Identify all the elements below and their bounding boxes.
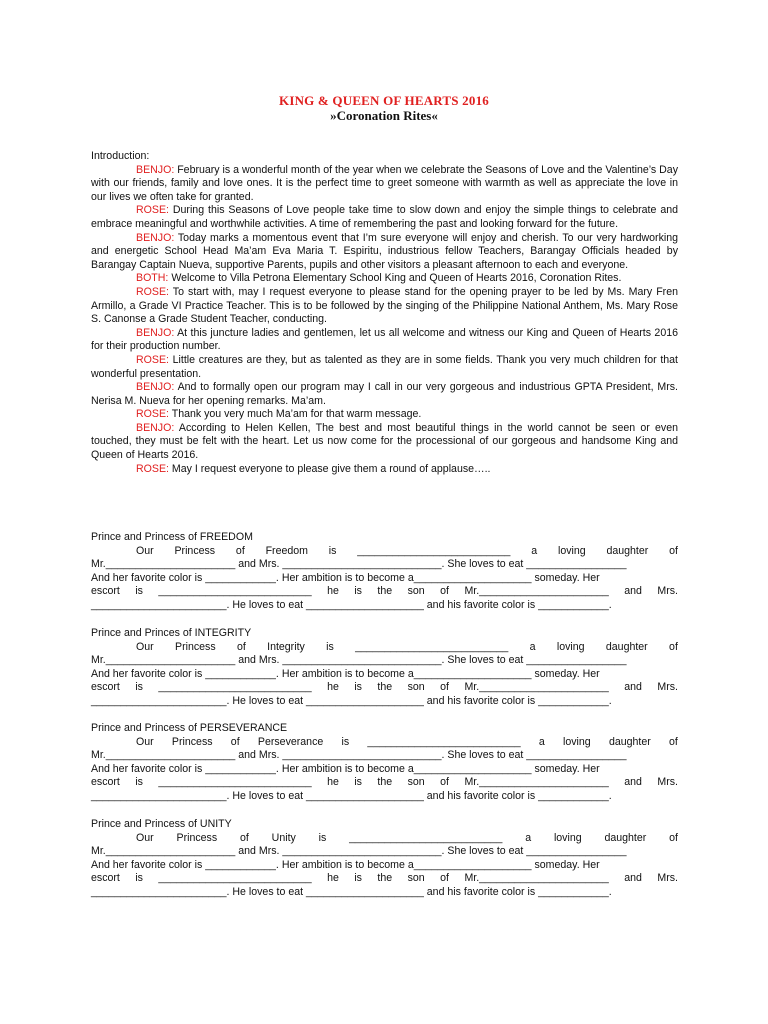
section-line xyxy=(91,845,678,859)
line-word: is xyxy=(354,681,362,694)
document-subtitle: »Coronation Rites« xyxy=(330,108,438,123)
line-word: daughter xyxy=(605,640,648,653)
line-word: of xyxy=(230,735,240,748)
dialogue-paragraph xyxy=(91,204,678,231)
line-word: Mr.______________________ and Mrs. ___________________________. She loves to eat _________________ xyxy=(91,845,627,858)
line-word: of xyxy=(669,735,678,748)
section-line xyxy=(91,558,678,572)
section-line xyxy=(91,654,678,668)
speaker-label: BENJO: xyxy=(136,326,175,339)
contestant-section xyxy=(91,627,678,709)
line-word: is xyxy=(318,831,327,844)
section-line xyxy=(91,681,678,695)
line-word: loving xyxy=(557,544,586,557)
line-word: a xyxy=(538,735,545,748)
line-word: is xyxy=(328,544,337,557)
line-word: daughter xyxy=(604,831,647,844)
dialogue-paragraph xyxy=(91,354,678,381)
line-word: And her favorite color is ____________. Her ambition is to become a____________________ someday. Her xyxy=(91,762,600,775)
line-word: _______________________. He loves to eat ____________________ and his favorite color is ____________. xyxy=(91,694,612,707)
line-word: the xyxy=(377,585,393,598)
line-word: escort xyxy=(91,776,120,789)
line-word: Princess xyxy=(171,735,213,748)
line-word: _______________________. He loves to eat ____________________ and his favorite color is ____________. xyxy=(91,789,612,802)
section-heading: Prince and Princess of UNITY xyxy=(91,818,232,830)
line-word: _______________________. He loves to eat ____________________ and his favorite color is ____________. xyxy=(91,598,612,611)
line-word: son xyxy=(407,585,425,598)
line-word: son xyxy=(407,681,425,694)
dialogue-paragraph xyxy=(91,463,678,477)
line-word: And her favorite color is ____________. Her ambition is to become a____________________ someday. Her xyxy=(91,858,600,871)
line-word: he xyxy=(327,681,339,694)
section-line xyxy=(91,763,678,777)
dialogue-paragraph xyxy=(91,164,678,205)
dialogue-text: Today marks a momentous event that I’m sure everyone will enjoy and cherish. To our very hardworking and energetic School Head Ma’am Eva Maria T. Espiritu, industrious fellow Teachers, Barangay Officials headed by Barangay Captain Nueva, supportive Parents, pupils and other visitors a pleasant afternoon to each and everyone. xyxy=(91,231,678,271)
dialogue-paragraph xyxy=(91,422,678,463)
dialogue-text: And to formally open our program may I call in our very gorgeous and industrious GPTA President, Mrs. Nerisa M. Nueva for her opening remarks. Ma’am. xyxy=(91,381,678,407)
line-word: is xyxy=(354,872,362,885)
line-word: he xyxy=(327,585,339,598)
line-word: Our xyxy=(136,831,154,844)
line-word: __________________________ xyxy=(158,585,312,598)
line-word: is xyxy=(135,872,143,885)
line-word: the xyxy=(377,681,393,694)
line-word: Princess xyxy=(176,831,218,844)
line-word: of xyxy=(669,544,678,557)
line-word: son xyxy=(407,776,425,789)
speaker-label: BENJO: xyxy=(136,381,175,394)
contestant-section xyxy=(91,531,678,613)
speaker-label: BOTH: xyxy=(136,272,169,285)
line-word: __________________________ xyxy=(158,776,312,789)
dialogue-text: At this juncture ladies and gentlemen, let us all welcome and witness our King and Queen of Hearts 2016 for their production number. xyxy=(91,326,678,353)
line-word: he xyxy=(327,872,339,885)
dialogue-paragraph xyxy=(91,381,678,408)
line-word: daughter xyxy=(606,544,649,557)
line-word: and xyxy=(624,681,642,694)
line-word: Freedom xyxy=(265,544,308,557)
line-word: Mrs. xyxy=(657,681,678,694)
section-line xyxy=(91,545,678,559)
title-block xyxy=(0,93,768,123)
dialogue-text: Little creatures are they, but as talented as they are in some fields. Thank you very much children for that wonderful presentation. xyxy=(91,353,678,380)
speaker-label: BENJO: xyxy=(136,421,175,434)
line-word: the xyxy=(377,776,393,789)
speaker-label: ROSE: xyxy=(136,353,169,366)
line-word: loving xyxy=(563,735,591,748)
line-word: Our xyxy=(136,640,154,653)
line-word: and xyxy=(624,585,642,598)
section-line xyxy=(91,872,678,886)
section-line xyxy=(91,859,678,873)
line-word: Mrs. xyxy=(657,776,678,789)
line-word: Mr.______________________ xyxy=(464,585,609,598)
line-word: loving xyxy=(556,640,585,653)
line-word: Princess xyxy=(175,640,216,653)
line-word: Mr.______________________ xyxy=(464,776,609,789)
line-word: of xyxy=(236,640,246,653)
line-word: __________________________ xyxy=(349,831,503,844)
dialogue-text: To start with, may I request everyone to please stand for the opening prayer to be led by Ms. Mary Fren Armillo, a Grade VI Practice Teacher. This is to be followed by the singing of the Philippine National Anthem, Ms. Mary Rose S. Canonse a Grade Student Teacher, conducting. xyxy=(91,285,678,326)
section-heading: Prince and Princes of INTEGRITY xyxy=(91,627,252,639)
dialogue-text: Welcome to Villa Petrona Elementary School King and Queen of Hearts 2016, Coronation Rites. xyxy=(168,272,622,285)
speaker-label: ROSE: xyxy=(136,285,169,298)
line-word: Mr.______________________ and Mrs. ___________________________. She loves to eat _________________ xyxy=(91,749,627,762)
dialogue-paragraph xyxy=(91,232,678,273)
line-word: __________________________ xyxy=(158,872,312,885)
line-word: he xyxy=(327,776,339,789)
line-word: Mr.______________________ xyxy=(464,872,609,885)
line-word: of xyxy=(669,831,678,844)
contestant-section xyxy=(91,818,678,900)
line-word: is xyxy=(354,585,362,598)
section-line xyxy=(91,736,678,750)
line-word: Our xyxy=(136,735,154,748)
line-word: of xyxy=(239,831,249,844)
speaker-label: ROSE: xyxy=(136,204,169,217)
section-line xyxy=(91,695,678,709)
line-word: Mrs. xyxy=(657,872,678,885)
line-word: and xyxy=(624,776,642,789)
line-word: of xyxy=(440,585,449,598)
section-line xyxy=(91,776,678,790)
introduction-label: Introduction: xyxy=(91,150,150,162)
section-line xyxy=(91,572,678,586)
dialogue-text: February is a wonderful month of the year when we celebrate the Seasons of Love and the Valentine’s Day with our friends, family and love ones. It is the perfect time to greet someone with warmth as well as appreciate the love in our lives we often take for granted. xyxy=(91,163,678,203)
introduction-section xyxy=(91,150,678,476)
line-word: daughter xyxy=(608,735,651,748)
line-word: __________________________ xyxy=(357,544,511,557)
section-line xyxy=(91,790,678,804)
line-word: Mr.______________________ and Mrs. ___________________________. She loves to eat _________________ xyxy=(91,558,627,571)
line-word: of xyxy=(440,872,449,885)
speaker-label: BENJO: xyxy=(136,231,175,244)
dialogue-text: May I request everyone to please give them a round of applause….. xyxy=(168,462,491,475)
section-line xyxy=(91,585,678,599)
line-word: son xyxy=(407,872,425,885)
line-word: Mr.______________________ xyxy=(464,681,609,694)
section-heading: Prince and Princess of FREEDOM xyxy=(91,531,253,543)
line-word: _______________________. He loves to eat ____________________ and his favorite color is ____________. xyxy=(91,885,612,898)
line-word: and xyxy=(624,872,642,885)
line-word: a xyxy=(531,544,538,557)
line-word: of xyxy=(440,681,449,694)
speaker-label: ROSE: xyxy=(136,408,169,421)
section-line xyxy=(91,599,678,613)
section-line xyxy=(91,886,678,900)
line-word: escort xyxy=(91,681,120,694)
dialogue-paragraph xyxy=(91,408,678,422)
line-word: is xyxy=(135,681,143,694)
line-word: of xyxy=(669,640,678,653)
line-word: is xyxy=(135,776,143,789)
line-word: Integrity xyxy=(267,640,305,653)
line-word: Mr.______________________ and Mrs. ___________________________. She loves to eat _________________ xyxy=(91,654,627,667)
line-word: Perseverance xyxy=(257,735,324,748)
contestant-section xyxy=(91,722,678,804)
line-word: __________________________ xyxy=(158,681,312,694)
section-line xyxy=(91,749,678,763)
line-word: of xyxy=(440,776,449,789)
line-word: is xyxy=(326,640,334,653)
line-word: Unity xyxy=(271,831,296,844)
line-word: is xyxy=(135,585,143,598)
line-word: Princess xyxy=(174,544,216,557)
line-word: the xyxy=(377,872,393,885)
line-word: loving xyxy=(553,831,582,844)
document-title: KING & QUEEN OF HEARTS 2016 xyxy=(279,93,489,108)
section-heading: Prince and Princess of PERSEVERANCE xyxy=(91,722,288,734)
section-line xyxy=(91,832,678,846)
line-word: is xyxy=(341,735,350,748)
section-line xyxy=(91,641,678,655)
dialogue-paragraph xyxy=(91,327,678,354)
dialogue-text: According to Helen Kellen, The best and most beautiful things in the world cannot be seen or even touched, they must be felt with the heart. Let us now come for the processional of our gorgeous and handsome King and Queen of Hearts 2016. xyxy=(91,421,678,462)
line-word: is xyxy=(354,776,362,789)
line-word: escort xyxy=(91,872,120,885)
line-word: __________________________ xyxy=(367,735,521,748)
line-word: __________________________ xyxy=(355,640,509,653)
line-word: of xyxy=(235,544,245,557)
line-word: a xyxy=(525,831,532,844)
dialogue-paragraph xyxy=(91,286,678,327)
line-word: Our xyxy=(136,544,154,557)
line-word: And her favorite color is ____________. Her ambition is to become a____________________ someday. Her xyxy=(91,571,600,584)
dialogue-paragraph xyxy=(91,272,678,286)
line-word: Mrs. xyxy=(657,585,678,598)
line-word: a xyxy=(529,640,536,653)
speaker-label: ROSE: xyxy=(136,462,169,475)
dialogue-text: Thank you very much Ma’am for that warm message. xyxy=(168,408,422,421)
dialogue-list xyxy=(91,164,678,477)
line-word: And her favorite color is ____________. Her ambition is to become a____________________ someday. Her xyxy=(91,667,600,680)
line-word: escort xyxy=(91,585,120,598)
dialogue-text: During this Seasons of Love people take time to slow down and enjoy the simple things to celebrate and embrace meaningful and worthwhile activities. A time of remembering the past and looking forward for the future. xyxy=(91,204,678,230)
speaker-label: BENJO: xyxy=(136,163,175,176)
section-line xyxy=(91,668,678,682)
